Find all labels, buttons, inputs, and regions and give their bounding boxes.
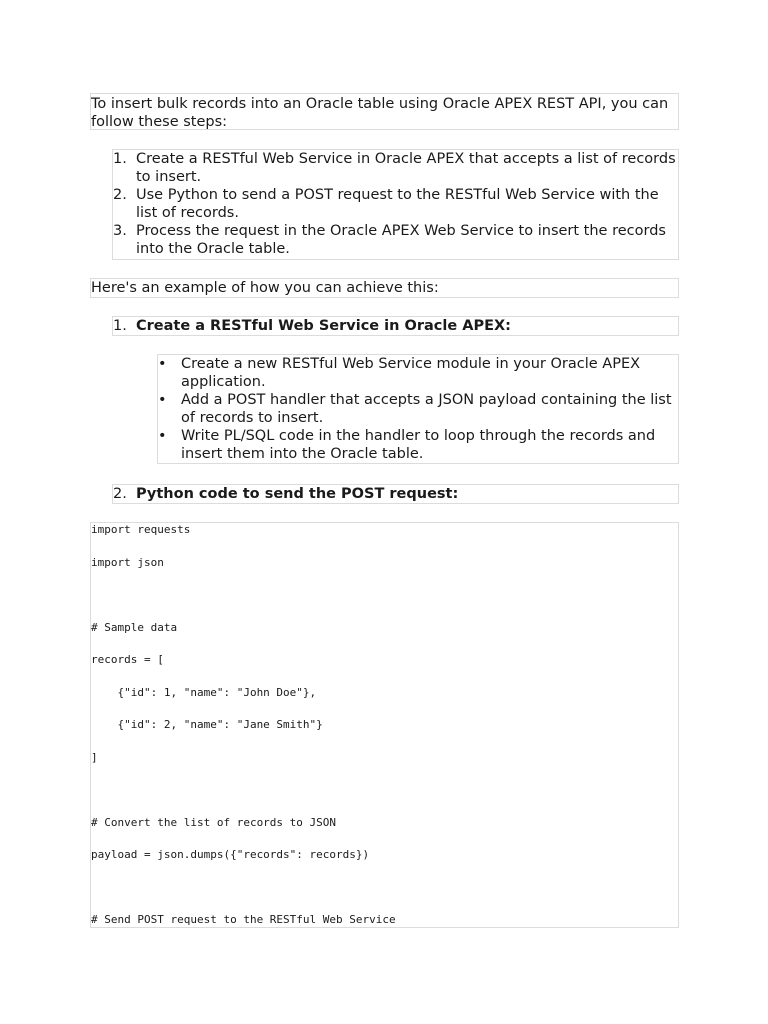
list-number: 2.	[113, 486, 127, 502]
section1-bullets-box	[157, 354, 679, 464]
section1-title: Create a RESTful Web Service in Oracle APEX:	[136, 318, 511, 334]
bullet-text: Create a new RESTful Web Service module in your Oracle APEX application.	[181, 356, 641, 390]
code-line: import json	[91, 556, 164, 569]
example-intro-box	[90, 278, 679, 298]
list-item-text: Use Python to send a POST request to the RESTful Web Service with the list of records.	[136, 187, 659, 221]
code-block	[90, 522, 679, 928]
list-number: 2.	[113, 187, 127, 203]
section2-heading	[113, 485, 678, 503]
code-line: {"id": 2, "name": "Jane Smith"}	[91, 718, 323, 731]
code-line: ]	[91, 751, 98, 764]
code-line: records = [	[91, 653, 164, 666]
bullet-item	[158, 427, 678, 463]
list-item-text: Create a RESTful Web Service in Oracle APEX that accepts a list of records to insert.	[136, 151, 676, 185]
section2-title: Python code to send the POST request:	[136, 486, 459, 502]
intro-paragraph-box	[90, 93, 679, 130]
bullet-text: Write PL/SQL code in the handler to loop through the records and insert them into the Oracle table.	[181, 428, 656, 462]
list-number: 1.	[113, 318, 127, 334]
list-item-text: Process the request in the Oracle APEX Web Service to insert the records into the Oracle table.	[136, 223, 666, 257]
example-intro: Here's an example of how you can achieve this:	[91, 280, 439, 296]
list-item	[113, 186, 678, 222]
section2-list	[113, 485, 678, 503]
bullet-marker: •	[158, 356, 167, 372]
section1-bullets	[158, 355, 678, 463]
code-line: payload = json.dumps({"records": records})	[91, 848, 370, 861]
list-item	[113, 222, 678, 258]
section2-heading-box	[112, 484, 679, 504]
bullet-marker: •	[158, 428, 167, 444]
section1-heading-box	[112, 316, 679, 336]
bullet-text: Add a POST handler that accepts a JSON payload containing the list of records to insert.	[181, 392, 672, 426]
code-line: import requests	[91, 523, 191, 536]
section1-list	[113, 317, 678, 335]
list-item	[113, 150, 678, 186]
intro-paragraph: To insert bulk records into an Oracle table using Oracle APEX REST API, you can follow these steps:	[91, 96, 669, 130]
bullet-marker: •	[158, 392, 167, 408]
bullet-item	[158, 391, 678, 427]
code-line: # Convert the list of records to JSON	[91, 816, 337, 829]
code-line: {"id": 1, "name": "John Doe"},	[91, 686, 317, 699]
section1-heading	[113, 317, 678, 335]
bullet-item	[158, 355, 678, 391]
code-line: # Send POST request to the RESTful Web Service	[91, 913, 396, 926]
list-number: 1.	[113, 151, 127, 167]
code-line: # Sample data	[91, 621, 178, 634]
steps-list-box	[112, 149, 679, 260]
list-number: 3.	[113, 223, 127, 239]
steps-list	[113, 150, 678, 258]
